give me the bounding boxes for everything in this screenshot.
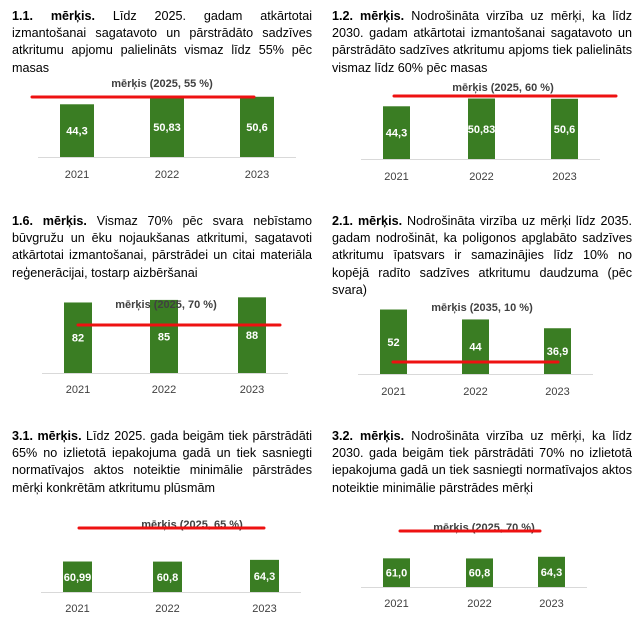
data-label-2021: 52 — [387, 336, 400, 349]
target-label: mērķis (2035, 10 %) — [431, 302, 533, 314]
target-label: mērķis (2025, 70 %) — [433, 522, 535, 534]
data-label-2022: 50,83 — [153, 121, 181, 134]
goal-text: Vismaz 70% pēc svara nebīstamo būvgružu un ēku nojaukšanas atkritumi, sagatavoti atkārtotai izmantošanai, pārstrādei un citai materiāla reģenerācijai, tostarp aizbēršanai — [12, 214, 313, 280]
goal-text: Līdz 2025. gada beigām tiek pārstrādāti 65% no izlietotā iepakojuma gadā un tiek sasniegti normatīvajos aktos noteiktie minimālie pārstrādes mērķi konkrētām atkritumu plūsmām — [12, 429, 312, 495]
x-tick-label-2021: 2021 — [65, 384, 91, 396]
x-tick-label-2022: 2022 — [151, 384, 177, 396]
data-label-2021: 82 — [71, 332, 85, 345]
data-label-2022: 60,8 — [156, 571, 179, 584]
x-tick-label-2023: 2023 — [239, 384, 265, 396]
goal-text: Līdz 2025. gadam atkārtotai izmantošanai sagatavoto un pārstrādāto sadzīves atkritumu apjomu palielināts vismaz līdz 55% pēc masas — [12, 9, 313, 75]
data-label-2021: 60,99 — [63, 571, 92, 584]
x-tick-label-2021: 2021 — [384, 598, 409, 610]
x-tick-label-2021: 2021 — [64, 169, 90, 181]
data-label-2023: 64,3 — [540, 566, 563, 579]
goal-heading: 3.1. mērķis. — [12, 429, 82, 443]
goal-text: Nodrošināta virzība uz mērķi, ka līdz 2030. gadam atkārtotai izmantošanai sagatavoto un pārstrādāto sadzīves atkritumu apjoms tiek palielināts vismaz līdz 60% pēc masas — [332, 9, 632, 75]
goal-text: Nodrošināta virzība uz mērķi līdz 2035. gadam nodrošināt, ka poligonos apglabāto sadzīves atkritumu īpatsvars ir samazinājies līdz 10% no kopējā radīto sadzīves atkritumu daudzuma (pēc svara) — [332, 214, 632, 297]
x-tick-label-2023: 2023 — [244, 169, 270, 181]
goal-text: Nodrošināta virzība uz mērķi, ka līdz 2030. gada beigām tiek pārstrādāti 70% no izlietotā iepakojuma gadā un tiek sasniegti normatīvajos aktos noteiktie minimālie pārstrādes mērķi — [332, 429, 632, 495]
goal-heading: 1.6. mērķis. — [12, 214, 87, 228]
goal-heading: 2.1. mērķis. — [332, 214, 403, 228]
target-label: mērķis (2025, 60 %) — [452, 82, 554, 94]
data-label-2023: 64,3 — [253, 570, 276, 583]
chart-panel-1-6 — [2, 205, 320, 410]
bar-chart — [2, 0, 320, 205]
bar-chart — [322, 0, 640, 205]
x-tick-label-2022: 2022 — [467, 598, 492, 610]
data-label-2023: 50,6 — [246, 121, 268, 134]
chart-panel-3-2 — [322, 420, 640, 625]
data-label-2021: 44,3 — [385, 127, 408, 140]
data-label-2022: 50,83 — [467, 123, 496, 136]
x-tick-label-2021: 2021 — [381, 386, 406, 398]
bar-chart — [322, 205, 640, 420]
goal-heading: 1.1. mērķis. — [12, 9, 95, 23]
x-tick-label-2022: 2022 — [469, 171, 494, 183]
x-tick-label-2022: 2022 — [154, 169, 180, 181]
target-label: mērķis (2025, 55 %) — [111, 78, 213, 90]
x-tick-label-2023: 2023 — [539, 598, 564, 610]
data-label-2021: 44,3 — [66, 125, 88, 138]
chart-panel-2-1 — [322, 205, 640, 410]
x-tick-label-2023: 2023 — [252, 603, 277, 615]
goal-heading: 1.2. mērķis. — [332, 9, 405, 23]
chart-panel-1-2 — [322, 0, 640, 205]
x-tick-label-2023: 2023 — [552, 171, 577, 183]
bar-chart — [322, 420, 640, 631]
target-label: mērķis (2025, 70 %) — [115, 299, 217, 311]
data-label-2022: 44 — [469, 341, 482, 354]
x-tick-label-2021: 2021 — [384, 171, 409, 183]
data-label-2023: 36,9 — [546, 346, 569, 359]
data-label-2023: 88 — [245, 330, 259, 343]
chart-panel-1-1 — [2, 0, 320, 205]
bar-chart — [2, 205, 320, 420]
x-tick-label-2022: 2022 — [463, 386, 488, 398]
x-tick-label-2023: 2023 — [545, 386, 570, 398]
target-label: mērķis (2025, 65 %) — [141, 519, 243, 531]
x-tick-label-2022: 2022 — [155, 603, 180, 615]
bar-chart — [2, 420, 320, 631]
goal-heading: 3.2. mērķis. — [332, 429, 405, 443]
data-label-2021: 61,0 — [385, 567, 408, 580]
data-label-2022: 60,8 — [468, 567, 491, 580]
data-label-2023: 50,6 — [553, 123, 576, 136]
x-tick-label-2021: 2021 — [65, 603, 90, 615]
data-label-2022: 85 — [157, 331, 171, 344]
chart-panel-3-1 — [2, 420, 320, 625]
